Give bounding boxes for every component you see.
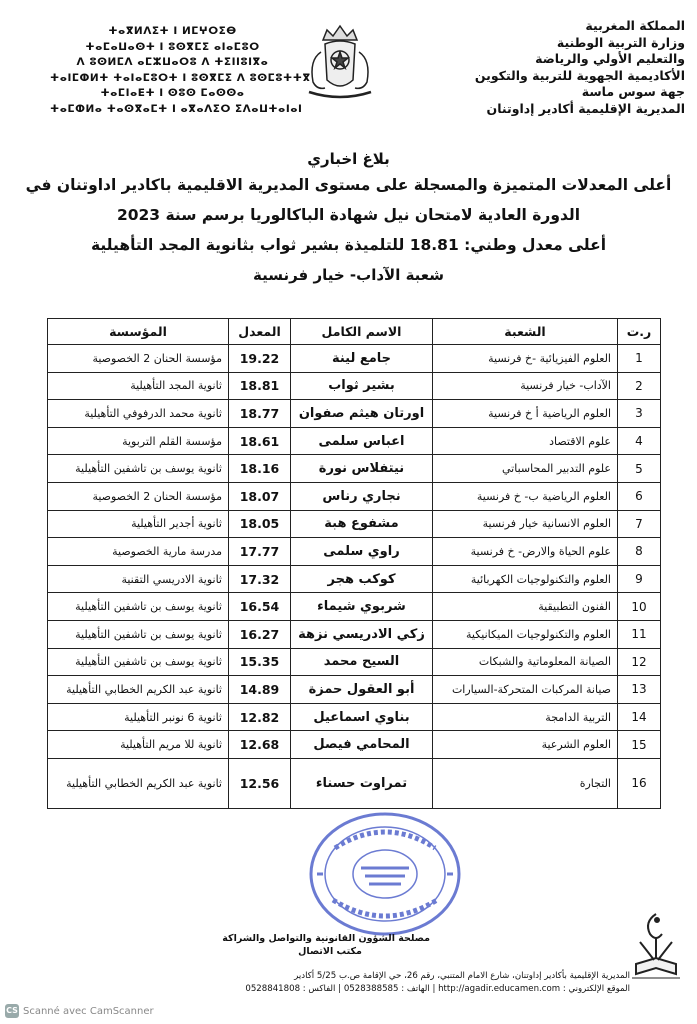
footer-contacts: الموقع الإلكتروني : http://agadir.educamen.com | الهاتف : 0528388585 | الفاكس : 0528841808: [245, 984, 630, 994]
row-branch: الفنون التطبيقية: [433, 593, 618, 621]
row-average: 18.81: [229, 372, 291, 400]
row-institution: ثانوية عبد الكريم الخطابي التأهيلية: [48, 676, 229, 704]
header-branch: الشعبة: [433, 319, 618, 345]
row-institution: مدرسة مارية الخصوصية: [48, 538, 229, 566]
row-average: 12.56: [229, 758, 291, 808]
row-institution: ثانوية يوسف بن تاشفين التأهيلية: [48, 593, 229, 621]
header-line: وزارة التربية الوطنية: [556, 34, 685, 50]
row-institution: ثانوية الادريسي التقنية: [48, 565, 229, 593]
row-branch: التربية الدامجة: [433, 703, 618, 731]
row-student-name: السيح محمد: [291, 648, 433, 676]
tifinagh-line: ⵜⴰⴳⵍⴷⵉⵜ ⵏ ⵍⵎⵖⵔⵉⴱ: [108, 25, 237, 37]
row-institution: ثانوية عبد الكريم الخطابي التأهيلية: [48, 758, 229, 808]
row-number: 13: [618, 676, 661, 704]
row-average: 16.27: [229, 620, 291, 648]
tifinagh-line: ⵜⴰⵎⴰⵡⴰⵙⵜ ⵏ ⵓⵙⴳⵎⵉ ⴰⵏⴰⵎⵓⵔ: [85, 40, 260, 53]
row-number: 11: [618, 620, 661, 648]
row-number: 5: [618, 455, 661, 483]
camscanner-icon: CS: [5, 1004, 19, 1018]
header-line: جهة سوس ماسة: [581, 84, 685, 99]
row-number: 4: [618, 427, 661, 455]
row-institution: مؤسسة القلم التربوية: [48, 427, 229, 455]
row-branch: علوم التدبير المحاسباتي: [433, 455, 618, 483]
row-average: 17.32: [229, 565, 291, 593]
row-number: 8: [618, 538, 661, 566]
row-number: 1: [618, 345, 661, 373]
row-branch: العلوم الشرعية: [433, 731, 618, 759]
footer-contact: [130, 970, 630, 996]
row-institution: ثانوية محمد الدرفوفي التأهيلية: [48, 400, 229, 428]
table-row: [48, 593, 661, 621]
department-name: مصلحة الشؤون القانونية والتواصل والشراكة: [222, 933, 430, 944]
table-row: [48, 372, 661, 400]
header-average: المعدل: [229, 319, 291, 345]
row-student-name: زكي الادريسي نزهة: [291, 620, 433, 648]
row-average: 12.82: [229, 703, 291, 731]
table-row: [48, 482, 661, 510]
table-row: [48, 676, 661, 704]
table-row: [48, 345, 661, 373]
row-branch: التجارة: [433, 758, 618, 808]
tifinagh-line: ⵜⴰⵎⵏⴰⴹⵜ ⵏ ⵙⵓⵙ ⵎⴰⵙⵙⴰ: [100, 87, 245, 99]
row-number: 3: [618, 400, 661, 428]
row-number: 14: [618, 703, 661, 731]
announcement-titles: [20, 150, 677, 292]
royal-emblem-icon: [295, 22, 385, 102]
row-branch: صيانة المركبات المتحركة-السيارات: [433, 676, 618, 704]
header-institution: المؤسسة: [48, 319, 229, 345]
row-average: 18.05: [229, 510, 291, 538]
row-student-name: المحامي فيصل: [291, 731, 433, 759]
row-institution: ثانوية يوسف بن تاشفين التأهيلية: [48, 620, 229, 648]
announcement-subtitle: الدورة العادية لامتحان نيل شهادة الباكالوريا برسم سنة 2023: [116, 206, 581, 224]
row-student-name: راوي سلمى: [291, 538, 433, 566]
footer-address: المديرية الإقليمية بأكادير إداوتنان، شارع الامام المتنبي، رقم 26، حي الإقامة ص.ب 5/25 أكادير: [294, 971, 630, 981]
table-row: [48, 455, 661, 483]
table-row: [48, 620, 661, 648]
header-line: المملكة المغربية: [585, 18, 685, 33]
row-student-name: بناوي اسماعيل: [291, 703, 433, 731]
row-branch: العلوم الفيزيائية -خ فرنسية: [433, 345, 618, 373]
row-branch: علوم الاقتصاد: [433, 427, 618, 455]
announcement-subtitle: أعلى المعدلات المتميزة والمسجلة على مستوى المديرية الاقليمية باكادير اداوتنان في: [25, 176, 672, 194]
row-student-name: كوكب هجر: [291, 565, 433, 593]
table-row: [48, 510, 661, 538]
row-student-name: نجاري رناس: [291, 482, 433, 510]
row-number: 7: [618, 510, 661, 538]
row-average: 18.07: [229, 482, 291, 510]
ministry-header-arabic: [415, 18, 685, 117]
row-branch: العلوم والتكنولوجيات الكهربائية: [433, 565, 618, 593]
department-signature: [222, 932, 430, 958]
table-row: [48, 427, 661, 455]
row-student-name: أبو العقول حمزة: [291, 676, 433, 704]
row-number: 10: [618, 593, 661, 621]
table-row: [48, 400, 661, 428]
row-number: 12: [618, 648, 661, 676]
row-student-name: نيتفلاس نورة: [291, 455, 433, 483]
table-row: [48, 703, 661, 731]
scanner-label: Scanné avec CamScanner: [23, 1005, 154, 1017]
header-name: الاسم الكامل: [291, 319, 433, 345]
row-institution: مؤسسة الحنان 2 الخصوصية: [48, 482, 229, 510]
row-institution: ثانوية للا مريم التأهيلية: [48, 731, 229, 759]
row-institution: ثانوية أجدير التأهيلية: [48, 510, 229, 538]
row-number: 2: [618, 372, 661, 400]
row-institution: ثانوية يوسف بن تاشفين التأهيلية: [48, 648, 229, 676]
row-student-name: مشفوع هبة: [291, 510, 433, 538]
row-branch: العلوم الرياضية ب- خ فرنسية: [433, 482, 618, 510]
row-branch: العلوم والتكنولوجيات الميكانيكية: [433, 620, 618, 648]
header-line: المديرية الإقليمية أكادير إداوتنان: [486, 100, 685, 116]
row-average: 12.68: [229, 731, 291, 759]
row-institution: ثانوية يوسف بن تاشفين التأهيلية: [48, 455, 229, 483]
tifinagh-line: ⴷ ⵓⵙⵍⵎⴷ ⴰⵎⵣⵡⴰⵔⵓ ⴷ ⵜⵉⵏⵏⵓⵏⴳⴰ: [76, 56, 269, 68]
results-table: [47, 318, 661, 809]
table-header-row: [48, 319, 661, 345]
official-stamp-icon: [305, 808, 465, 940]
scanner-watermark: [5, 1004, 154, 1018]
row-branch: العلوم الانسانية خيار فرنسية: [433, 510, 618, 538]
row-average: 18.61: [229, 427, 291, 455]
row-number: 6: [618, 482, 661, 510]
header-line: والتعليم الأولي والرياضة: [535, 51, 685, 66]
office-name: مكتب الاتصال: [298, 946, 362, 957]
row-average: 14.89: [229, 676, 291, 704]
table-row: [48, 538, 661, 566]
row-student-name: جامع لينة: [291, 345, 433, 373]
row-student-name: بشير ثواب: [291, 372, 433, 400]
directorate-logo-icon: [626, 908, 686, 986]
ministry-header-tifinagh: [50, 24, 311, 117]
row-average: 18.16: [229, 455, 291, 483]
header-num: ر.ت: [618, 319, 661, 345]
header-line: الأكاديمية الجهوية للتربية والتكوين: [474, 67, 685, 83]
row-average: 17.77: [229, 538, 291, 566]
row-branch: العلوم الرياضية أ خ فرنسية: [433, 400, 618, 428]
top-branch: شعبة الآداب- خيار فرنسية: [252, 266, 445, 284]
row-average: 19.22: [229, 345, 291, 373]
tifinagh-line: ⵜⴰⵎⵀⵍⴰ ⵜⴰⵙⴳⴰⵎⵜ ⵏ ⴰⴳⴰⴷⵉⵔ ⵉⴷⴰⵡⵜⴰⵏⴰⵏ: [50, 102, 303, 115]
row-institution: ثانوية المجد التأهيلية: [48, 372, 229, 400]
table-row: [48, 758, 661, 808]
table-row: [48, 565, 661, 593]
row-student-name: اورتان هيثم صفوان: [291, 400, 433, 428]
tifinagh-line: ⵜⴰⵏⵎⵀⵍⵜ ⵜⴰⵏⴰⵎⵓⵔⵜ ⵏ ⵓⵙⴳⵎⵉ ⴷ ⵓⵙⵎⵓⵜⵜⴳ: [50, 71, 311, 84]
table-row: [48, 731, 661, 759]
top-national-average: أعلى معدل وطني: 18.81 للتلميذة بشير ثواب بثانوية المجد التأهيلية: [90, 236, 607, 254]
row-institution: ثانوية 6 نونبر التأهيلية: [48, 703, 229, 731]
row-number: 16: [618, 758, 661, 808]
row-student-name: تمراوت حسناء: [291, 758, 433, 808]
table-row: [48, 648, 661, 676]
row-number: 9: [618, 565, 661, 593]
row-branch: الآداب- خيار فرنسية: [433, 372, 618, 400]
row-student-name: شربوي شيماء: [291, 593, 433, 621]
row-branch: الصيانة المعلوماتية والشبكات: [433, 648, 618, 676]
announcement-heading: بلاغ اخباري: [307, 150, 390, 168]
row-student-name: اعباس سلمى: [291, 427, 433, 455]
row-average: 15.35: [229, 648, 291, 676]
row-average: 18.77: [229, 400, 291, 428]
row-average: 16.54: [229, 593, 291, 621]
row-institution: مؤسسة الحنان 2 الخصوصية: [48, 345, 229, 373]
row-number: 15: [618, 731, 661, 759]
row-branch: علوم الحياة والارض- خ فرنسية: [433, 538, 618, 566]
